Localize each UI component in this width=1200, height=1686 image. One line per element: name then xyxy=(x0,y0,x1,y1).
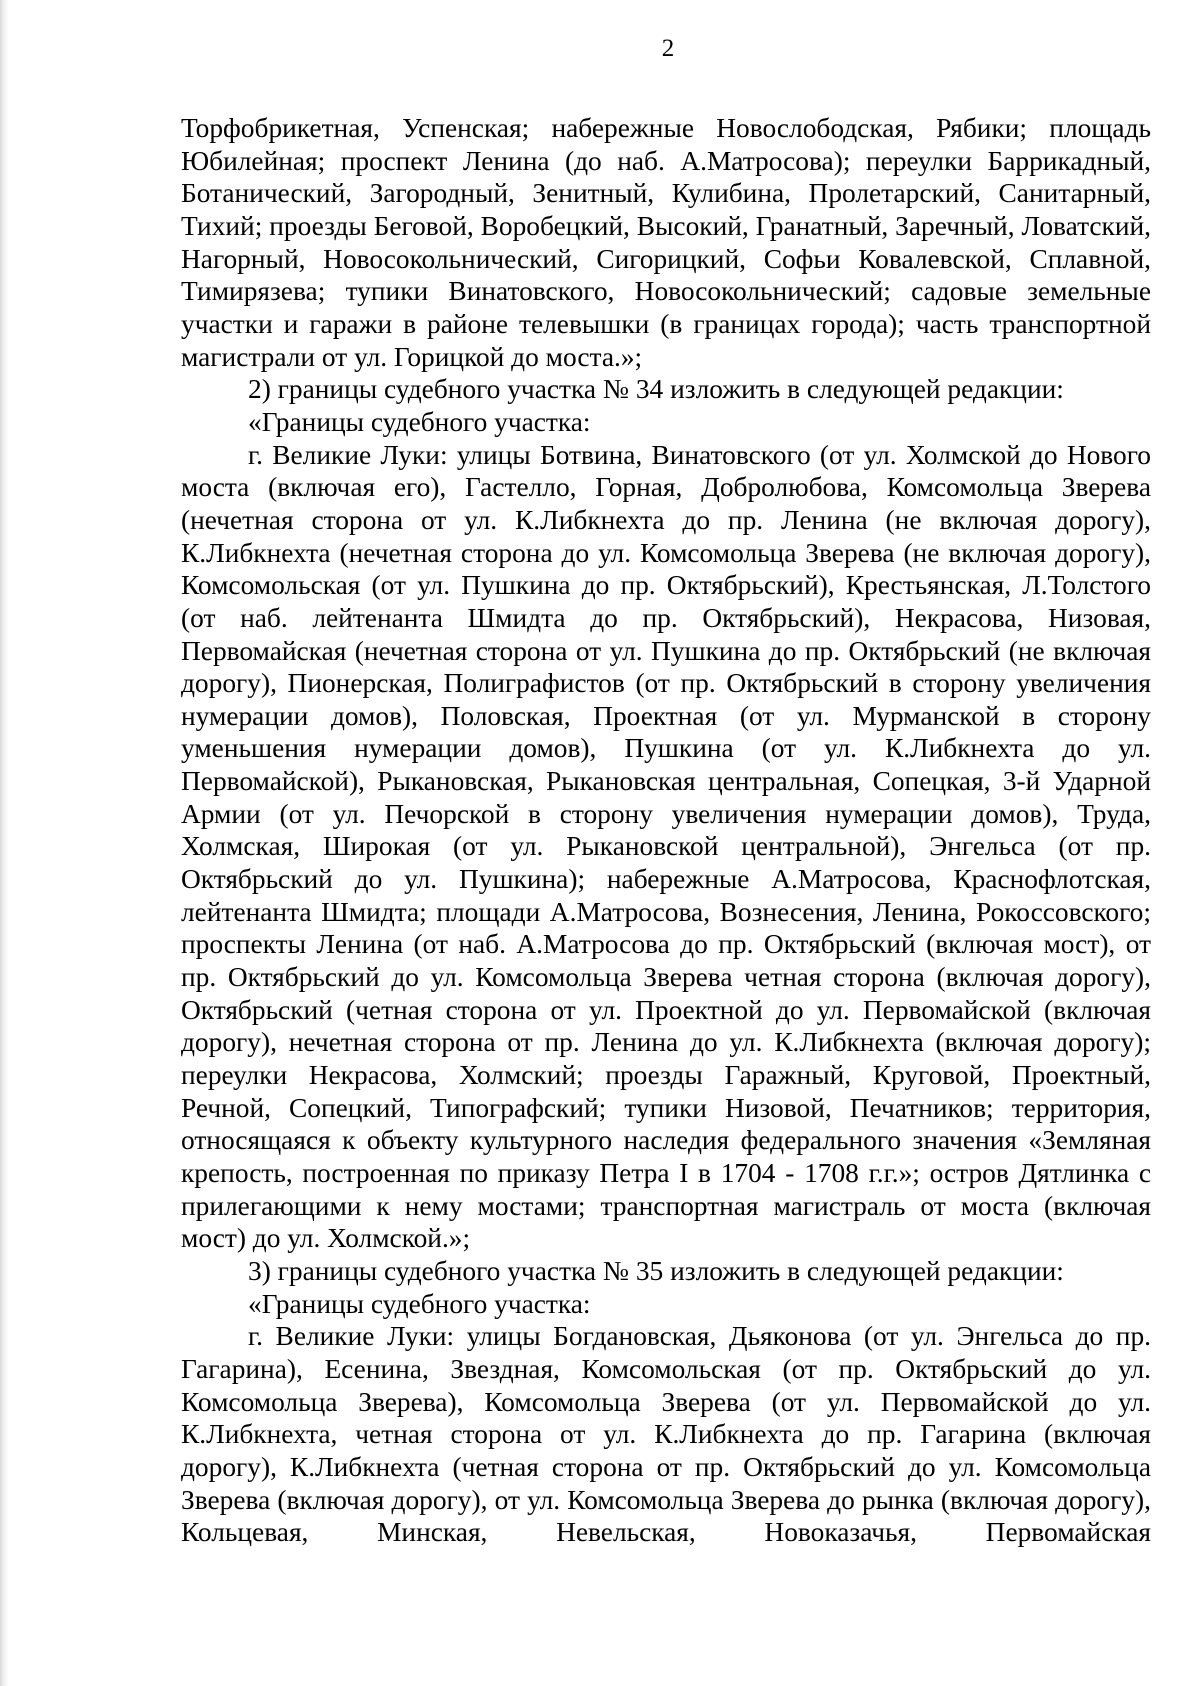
paragraph-boundaries-heading: «Границы судебного участка: xyxy=(248,1288,591,1319)
page-number: 2 xyxy=(661,35,675,62)
scan-edge-shadow xyxy=(0,0,9,1686)
paragraph-item-2: 2) границы судебного участка № 34 изложить в следующей редакции: xyxy=(248,374,1064,405)
document-body xyxy=(181,112,1151,1549)
paragraph-continuation: Торфобрикетная, Успенская; набережные Новослободская, Рябики; площадь Юбилейная; проспект Ленина (до наб. А.Матросова); переулки Баррикадный, Ботанический, Загородный, Зенитный, Кулибина, Пролетарский, Санитарный, Тихий; проезды Беговой, Воробецкий, Высокий, Гранатный, Заречный, Ловатский, Нагорный, Новосокольнический, Сигорицкий, Софьи Ковалевской, Сплавной, Тимирязева; тупики Винатовского, Новосокольнический; садовые земельные участки и гаражи в районе телевышки (в границах города); часть транспортной магистрали от ул. Горицкой до моста.»; xyxy=(181,113,1151,372)
paragraph-boundaries-heading: «Границы судебного участка: xyxy=(248,406,591,437)
paragraph-district-35: г. Великие Луки: улицы Богдановская, Дьяконова (от ул. Энгельса до пр. Гагарина), Есенина, Звездная, Комсомольская (от пр. Октябрьский до ул. Комсомольца Зверева), Комсомольца Зверева (от ул. Первомайской до ул. К.Либкнехта, четная сторона от ул. К.Либкнехта до пр. Гагарина (включая дорогу), К.Либкнехта (четная сторона от пр. Октябрьский до ул. Комсомольца Зверева (включая дорогу), от ул. Комсомольца Зверева до рынка (включая дорогу), Кольцевая, Минская, Невельская, Новоказачья, Первомайская xyxy=(181,1321,1151,1548)
paragraph-district-34: г. Великие Луки: улицы Ботвина, Винатовского (от ул. Холмской до Нового моста (включая его), Гастелло, Горная, Добролюбова, Комсомольца Зверева (нечетная сторона от ул. К.Либкнехта до пр. Ленина (не включая дорогу), К.Либкнехта (нечетная сторона до ул. Комсомольца Зверева (не включая дорогу), Комсомольская (от ул. Пушкина до пр. Октябрьский), Крестьянская, Л.Толстого (от наб. лейтенанта Шмидта до пр. Октябрьский), Некрасова, Низовая, Первомайская (нечетная сторона от ул. Пушкина до пр. Октябрьский (не включая дорогу), Пионерская, Полиграфистов (от пр. Октябрьский в сторону увеличения нумерации домов), Половская, Проектная (от ул. Мурманской в сторону уменьшения нумерации домов), Пушкина (от ул. К.Либкнехта до ул. Первомайской), Рыкановская, Рыкановская центральная, Сопецкая, 3-й Ударной Армии (от ул. Печорской в сторону увеличения нумерации домов), Труда, Холмская, Широкая (от ул. Рыкановской центральной), Энгельса (от пр. Октябрьский до ул. Пушкина); набережные А.Матросова, Краснофлотская, лейтенанта Шмидта; площади А.Матросова, Вознесения, Ленина, Рокоссовского; проспекты Ленина (от наб. А.Матросова до пр. Октябрьский (включая мост), от пр. Октябрьский до ул. Комсомольца Зверева четная сторона (включая дорогу), Октябрьский (четная сторона от ул. Проектной до ул. Первомайской (включая дорогу), нечетная сторона от пр. Ленина до ул. К.Либкнехта (включая дорогу); переулки Некрасова, Холмский; проезды Гаражный, Круговой, Проектный, Речной, Сопецкий, Типографский; тупики Низовой, Печатников; территория, относящаяся к объекту культурного наследия федерального значения «Земляная крепость, построенная по приказу Петра I в 1704 - 1708 г.г.»; остров Дятлинка с прилегающими к нему мостами; транспортная магистраль от моста (включая мост) до ул. Холмской.»; xyxy=(181,439,1151,1254)
paragraph-item-3: 3) границы судебного участка № 35 изложить в следующей редакции: xyxy=(248,1255,1064,1286)
